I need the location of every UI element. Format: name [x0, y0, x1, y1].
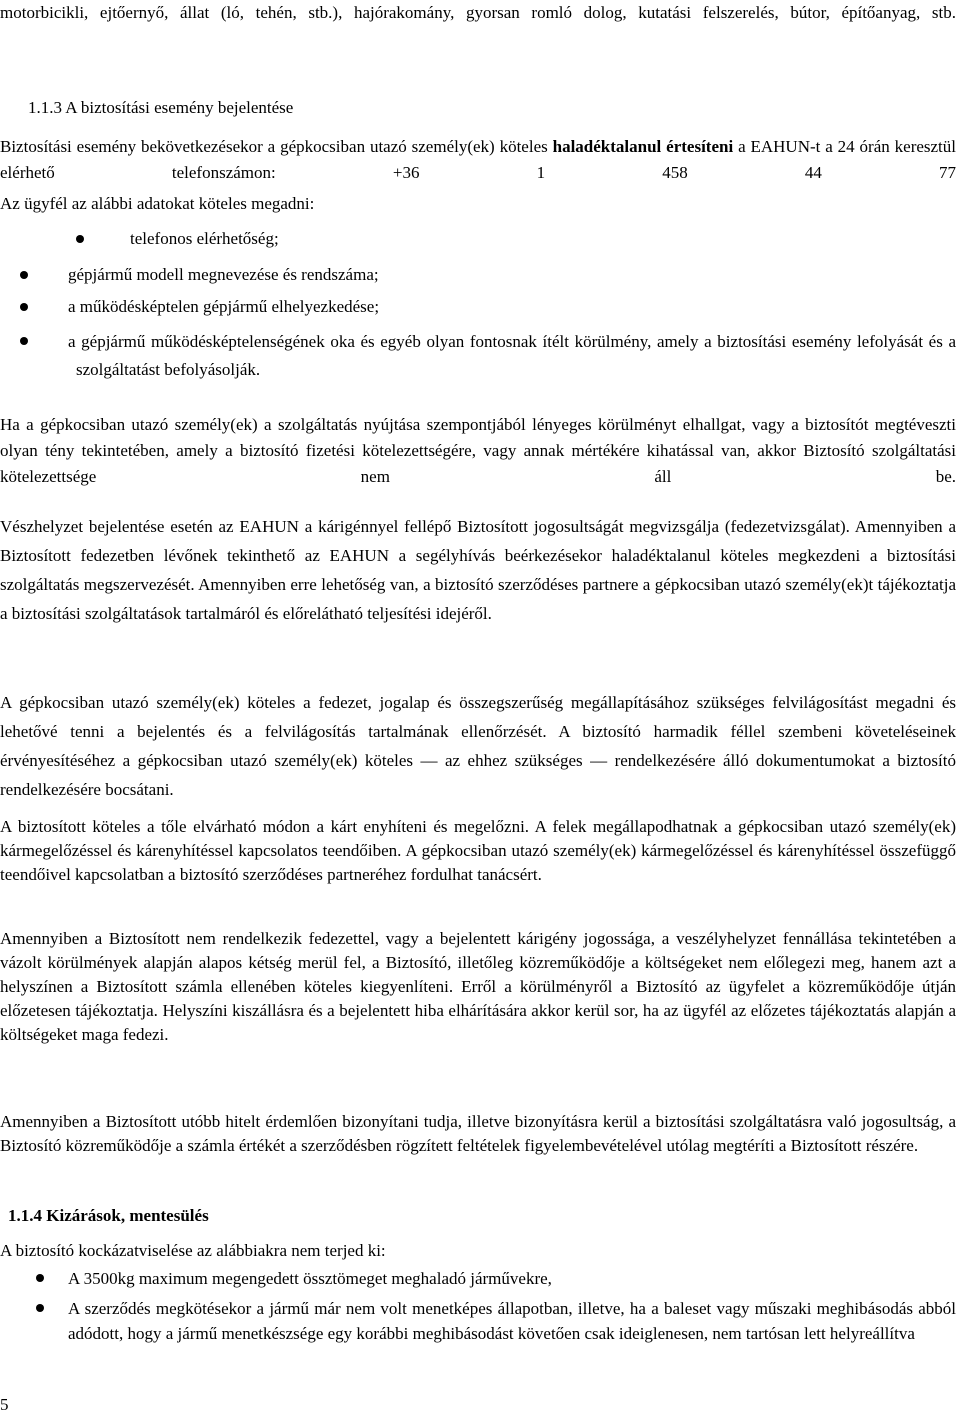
- bullet-icon: [76, 235, 84, 243]
- bullet-icon: [20, 303, 28, 311]
- bullet-icon: [20, 271, 28, 279]
- section-114-title: 1.1.4 Kizárások, mentesülés: [8, 1206, 209, 1225]
- section-113-paragraph-4: Vészhelyzet bejelentése esetén az EAHUN a kárigénnyel fellépő Biztosított jogosultságát megvizsgálja (fedezetvizsgálat). Amennyiben a Biztosított fedezetben lévőnek tekinthető az EAHUN a segélyhívás beérkezésekor haladéktalanul köteles megkezdeni a biztosítási szolgáltatás megszervezését. Amennyiben erre lehetőség van, a biztosító szerződéses partnere a gépkocsiban utazó személy(ek)t tájékoztatja a biztosítási szolgáltatások tartalmáról és előrelátható teljesítési idejéről.: [0, 517, 956, 623]
- section-113-paragraph-7: Amennyiben a Biztosított nem rendelkezik fedezettel, vagy a bejelentett kárigény jogossága, a veszélyhelyzet fennállása tekintetében a vázolt körülmények alapján alapos kétség merül fel, a Biztosító, illetőleg közreműködője a költségeket nem előlegezi meg, hanem azt a helyszínen a Biztosított számla ellenében köteles kiegyenlíteni. Erről a körülményről a Biztosító az ügyfelet a közreműködője útján előzetesen tájékoztatja. Helyszíni kiszállásra és a bejelentett hiba elhárítására akkor kerül sor, ha az ügyfél az előzetes tájékoztatás alapján a költségeket maga fedezi.: [0, 929, 956, 1044]
- intro-paragraph: motorbicikli, ejtőernyő, állat (ló, tehén, stb.), hajórakomány, gyorsan romló dolog, kutatási felszerelés, bútor, építőanyag, stb.: [0, 3, 956, 22]
- section-113-paragraph-3: Ha a gépkocsiban utazó személy(ek) a szolgáltatás nyújtása szempontjából lényeges körülményt elhallgat, vagy a biztosítót megtéveszti olyan tény tekintetében, amely a biztosító fizetési kötelezettségére, vagy annak mértékére kihatással van, akkor Biztosító szolgáltatási kötelezettsége nem áll be.: [0, 415, 956, 486]
- section-114-bullet-list: [0, 1266, 956, 1346]
- bullet-icon: [36, 1274, 44, 1282]
- section-114-paragraph-1: A biztosító kockázatviselése az alábbiakra nem terjed ki:: [0, 1241, 386, 1260]
- list-item: A szerződés megkötésekor a jármű már nem volt menetképes állapotban, illetve, ha a baleset vagy műszaki meghibásodás abból adódott, hogy a jármű menetkészsége egy korábbi meghibásodást követően csak ideiglenesen, nem tartósan lett helyreállítva: [0, 1296, 956, 1346]
- section-113-paragraph-2: Az ügyfél az alábbi adatokat köteles megadni:: [0, 194, 315, 213]
- section-113-bullet-list: [0, 226, 956, 384]
- list-item: a működésképtelen gépjármű elhelyezkedése;: [0, 294, 956, 328]
- list-item: A 3500kg maximum megengedett össztömeget meghaladó járművekre,: [0, 1266, 956, 1296]
- page-number: 5: [0, 1395, 9, 1414]
- list-item: a gépjármű működésképtelenségének oka és egyéb olyan fontosnak ítélt körülmény, amely a biztosítási esemény lefolyását és a szolgáltatást befolyásolják.: [0, 328, 956, 384]
- section-113-paragraph-5: A gépkocsiban utazó személy(ek) köteles a fedezet, jogalap és összegszerűség megállapításához szükséges felvilágosítást megadni és lehetővé tenni a bejelentés és a felvilágosítás tartalmának ellenőrzését. A biztosító harmadik féllel szembeni követeléseinek érvényesítéséhez a gépkocsiban utazó személy(ek) köteles — az ehhez szükséges — rendelkezésére álló dokumentumokat a biztosító rendelkezésére bocsátani.: [0, 693, 956, 799]
- section-113-paragraph-8: Amennyiben a Biztosított utóbb hitelt érdemlően bizonyítani tudja, illetve bizonyításra kerül a biztosítási szolgáltatásra való jogosultság, a Biztosító közreműködője a számla értékét a szerződésben rögzített feltételek figyelembevételével utólag megtéríti a Biztosított részére.: [0, 1112, 956, 1155]
- list-item: telefonos elérhetőség;: [0, 226, 956, 262]
- bullet-icon: [36, 1304, 44, 1312]
- p1-text-b: a EAHUN-t a 24 órán keresztül elérhető telefonszámon: +36 1 458 44 77: [0, 137, 957, 182]
- section-113-title: 1.1.3 A biztosítási esemény bejelentése: [28, 98, 294, 117]
- list-item: gépjármű modell megnevezése és rendszáma;: [0, 262, 956, 294]
- section-113-paragraph-6: A biztosított köteles a tőle elvárható módon a kárt enyhíteni és megelőzni. A felek megállapodhatnak a gépkocsiban utazó személy(ek) kármegelőzéssel és kárenyhítéssel kapcsolatos teendőiben. A gépkocsiban utazó személy(ek) kármegelőzéssel és kárenyhítéssel összefüggő teendőivel kapcsolatban a biztosító szerződéses partneréhez fordulhat tanácsért.: [0, 817, 956, 884]
- p1-text-a: Biztosítási esemény bekövetkezésekor a gépkocsiban utazó személy(ek) köteles: [0, 137, 553, 156]
- p1-bold-text: haladéktalanul értesíteni: [552, 137, 734, 156]
- bullet-icon: [20, 337, 28, 345]
